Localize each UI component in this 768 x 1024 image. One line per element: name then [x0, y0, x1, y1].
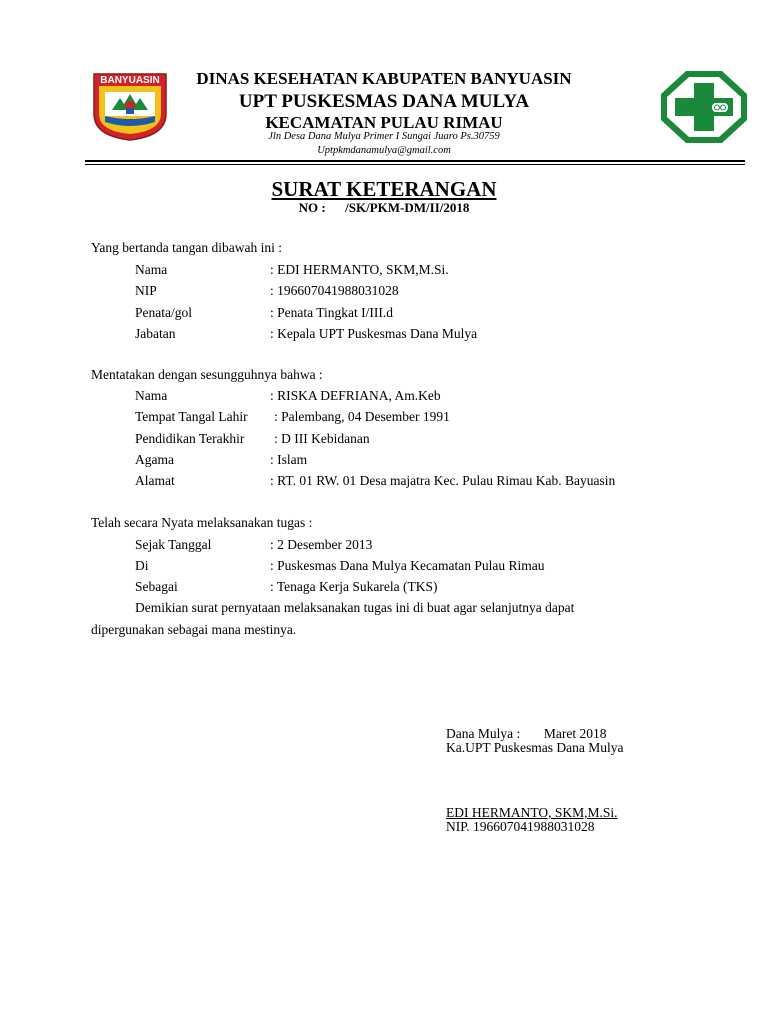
- subject-value: : D III Kebidanan: [274, 431, 370, 446]
- subject-value: : RT. 01 RW. 01 Desa majatra Kec. Pulau Rimau Kab. Bayuasin: [270, 473, 616, 488]
- address-line: Jln Desa Dana Mulya Primer I Sungai Juaro Ps.30759: [268, 131, 500, 142]
- closing-line-1: Demikian surat pernyataan melaksanakan tugas ini di buat agar selanjutnya dapat: [135, 600, 575, 615]
- statement-text: Mentatakan dengan sesungguhnya bahwa :: [91, 367, 323, 382]
- duty-value: : Puskesmas Dana Mulya Kecamatan Pulau Rimau: [270, 558, 545, 573]
- signer-label: Nama: [135, 262, 168, 277]
- subject-label: Nama: [135, 388, 168, 403]
- subject-label: Alamat: [135, 473, 175, 488]
- email-line: Uptpkmdanamulya@gmail.com: [317, 145, 451, 156]
- signer-value: : Penata Tingkat I/III.d: [270, 305, 393, 320]
- agency-name: DINAS KESEHATAN KABUPATEN BANYUASIN: [196, 69, 572, 88]
- signer-label: Jabatan: [135, 326, 176, 341]
- letterhead-rule-thick: [85, 160, 745, 162]
- duty-value: : Tenaga Kerja Sukarela (TKS): [270, 579, 438, 594]
- signer-label: Penata/gol: [135, 305, 192, 320]
- subject-value: : Islam: [270, 452, 308, 467]
- intro-text: Yang bertanda tangan dibawah ini :: [91, 240, 282, 255]
- document-number: NO : /SK/PKM-DM/II/2018: [298, 200, 470, 215]
- signature-position: Ka.UPT Puskesmas Dana Mulya: [446, 740, 624, 755]
- signature-place-date: Dana Mulya : Maret 2018: [446, 726, 607, 741]
- signer-label: NIP: [135, 283, 157, 298]
- duty-value: : 2 Desember 2013: [270, 537, 373, 552]
- duty-label: Sejak Tanggal: [135, 537, 212, 552]
- signature-nip: NIP. 196607041988031028: [446, 819, 595, 834]
- subject-label: Pendidikan Terakhir: [135, 431, 245, 446]
- signature-name: EDI HERMANTO, SKM,M.Si.: [446, 805, 618, 820]
- subject-label: Agama: [135, 452, 174, 467]
- letterhead-rule-thin: [85, 164, 745, 165]
- closing-line-2: dipergunakan sebagai mana mestinya.: [91, 622, 297, 637]
- duty-intro-text: Telah secara Nyata melaksanakan tugas :: [91, 515, 313, 530]
- document-title: SURAT KETERANGAN: [271, 177, 497, 201]
- subject-value: : RISKA DEFRIANA, Am.Keb: [270, 388, 441, 403]
- signer-value: : Kepala UPT Puskesmas Dana Mulya: [270, 326, 478, 341]
- logo-left-text: BANYUASIN: [100, 75, 160, 86]
- subject-label: Tempat Tangal Lahir: [135, 409, 248, 424]
- subject-value: : Palembang, 04 Desember 1991: [274, 409, 450, 424]
- signer-value: : 196607041988031028: [270, 283, 399, 298]
- unit-name: UPT PUSKESMAS DANA MULYA: [238, 91, 530, 112]
- signer-value: : EDI HERMANTO, SKM,M.Si.: [270, 262, 449, 277]
- duty-label: Di: [135, 558, 149, 573]
- district-name: KECAMATAN PULAU RIMAU: [265, 113, 503, 132]
- duty-label: Sebagai: [135, 579, 178, 594]
